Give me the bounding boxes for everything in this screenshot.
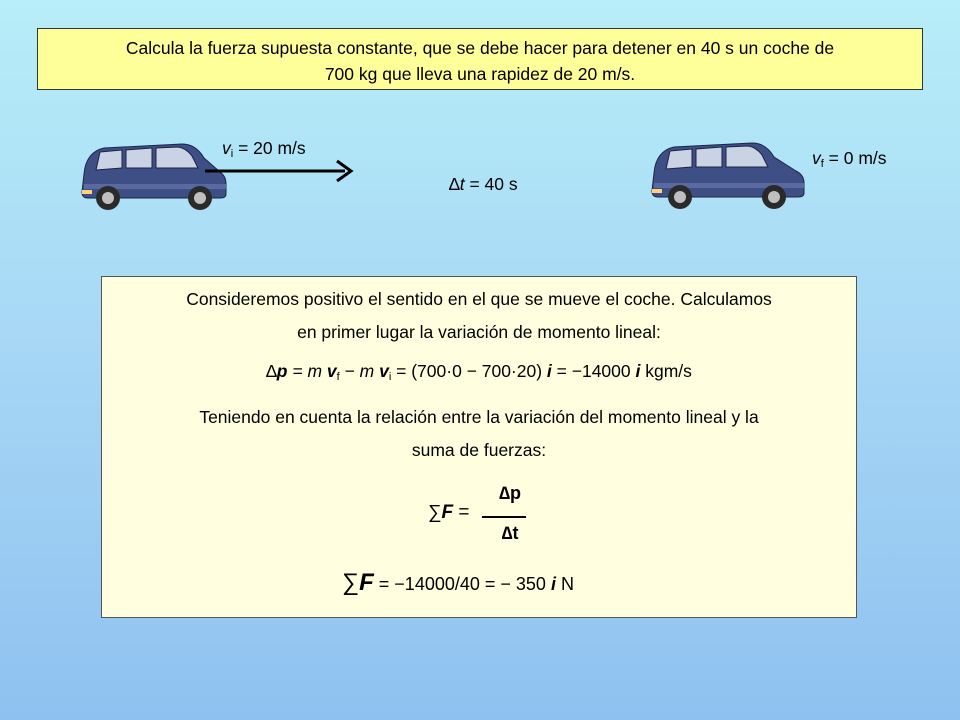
eq2-F: F bbox=[441, 502, 454, 523]
eq3-F: F bbox=[359, 569, 374, 596]
velocity-arrow-icon bbox=[205, 158, 355, 184]
eq1-v2: v bbox=[379, 361, 389, 381]
relation-line-1: Teniendo en cuenta la relación entre la variación del momento lineal y la bbox=[199, 407, 759, 427]
eq3-unit-vector: i bbox=[550, 574, 556, 594]
relation-line-2: suma de fuerzas: bbox=[411, 440, 547, 460]
solution-box bbox=[101, 276, 857, 618]
momentum-equation bbox=[102, 361, 856, 383]
eq1-minus-m: − m bbox=[339, 361, 380, 381]
vf-subscript: f bbox=[820, 158, 824, 170]
final-velocity-label bbox=[812, 148, 887, 170]
eq3-sigma: ∑ bbox=[342, 569, 360, 596]
problem-statement-box bbox=[37, 28, 923, 90]
eq1-m: = m bbox=[287, 361, 327, 381]
force-fraction-lhs bbox=[428, 502, 470, 524]
fraction-bar bbox=[482, 516, 526, 518]
time-interval-label bbox=[449, 174, 518, 195]
eq1-unit: kgm/s bbox=[640, 361, 692, 381]
fraction-numerator: ∆p bbox=[498, 483, 521, 503]
relation-paragraph bbox=[122, 401, 836, 467]
force-result-equation bbox=[342, 569, 574, 597]
intro-line-2: en primer lugar la variación de momento lineal: bbox=[297, 322, 661, 342]
eq1-unit-vector: i bbox=[546, 361, 552, 381]
fraction-denominator: ∆t bbox=[501, 523, 519, 543]
eq2-equals: = bbox=[453, 502, 470, 523]
eq1-p: p bbox=[276, 361, 288, 381]
dt-value: = 40 s bbox=[464, 174, 518, 194]
vi-value: = 20 m/s bbox=[233, 138, 306, 158]
vi-variable: v bbox=[222, 138, 231, 158]
vi-subscript: i bbox=[230, 148, 234, 160]
problem-line-1: Calcula la fuerza supuesta constante, que se debe hacer para detener en 40 s un coche de bbox=[125, 38, 835, 58]
dt-variable: t bbox=[459, 174, 465, 194]
van-right-image bbox=[648, 137, 808, 213]
intro-paragraph bbox=[122, 283, 836, 349]
eq2-sigma: ∑ bbox=[428, 502, 442, 523]
eq1-delta: ∆ bbox=[266, 361, 277, 381]
eq3-unit: N bbox=[555, 574, 574, 594]
delta-symbol: ∆ bbox=[449, 174, 460, 194]
eq1-v1-sub: f bbox=[336, 371, 340, 383]
problem-line-2: 700 kg que lleva una rapidez de 20 m/s. bbox=[324, 64, 636, 84]
vf-variable: v bbox=[812, 148, 821, 168]
eq3-rest: = −14000/40 = − 350 bbox=[373, 574, 551, 594]
intro-line-1: Consideremos positivo el sentido en el que se mueve el coche. Calculamos bbox=[186, 289, 772, 309]
initial-velocity-label bbox=[222, 138, 306, 160]
eq1-result: = −14000 bbox=[551, 361, 636, 381]
vf-value: = 0 m/s bbox=[823, 148, 887, 168]
eq1-mid: = (700·0 − 700·20) bbox=[391, 361, 547, 381]
eq1-v2-sub: i bbox=[388, 371, 392, 383]
eq1-unit-vector-2: i bbox=[635, 361, 641, 381]
eq1-v1: v bbox=[326, 361, 337, 381]
